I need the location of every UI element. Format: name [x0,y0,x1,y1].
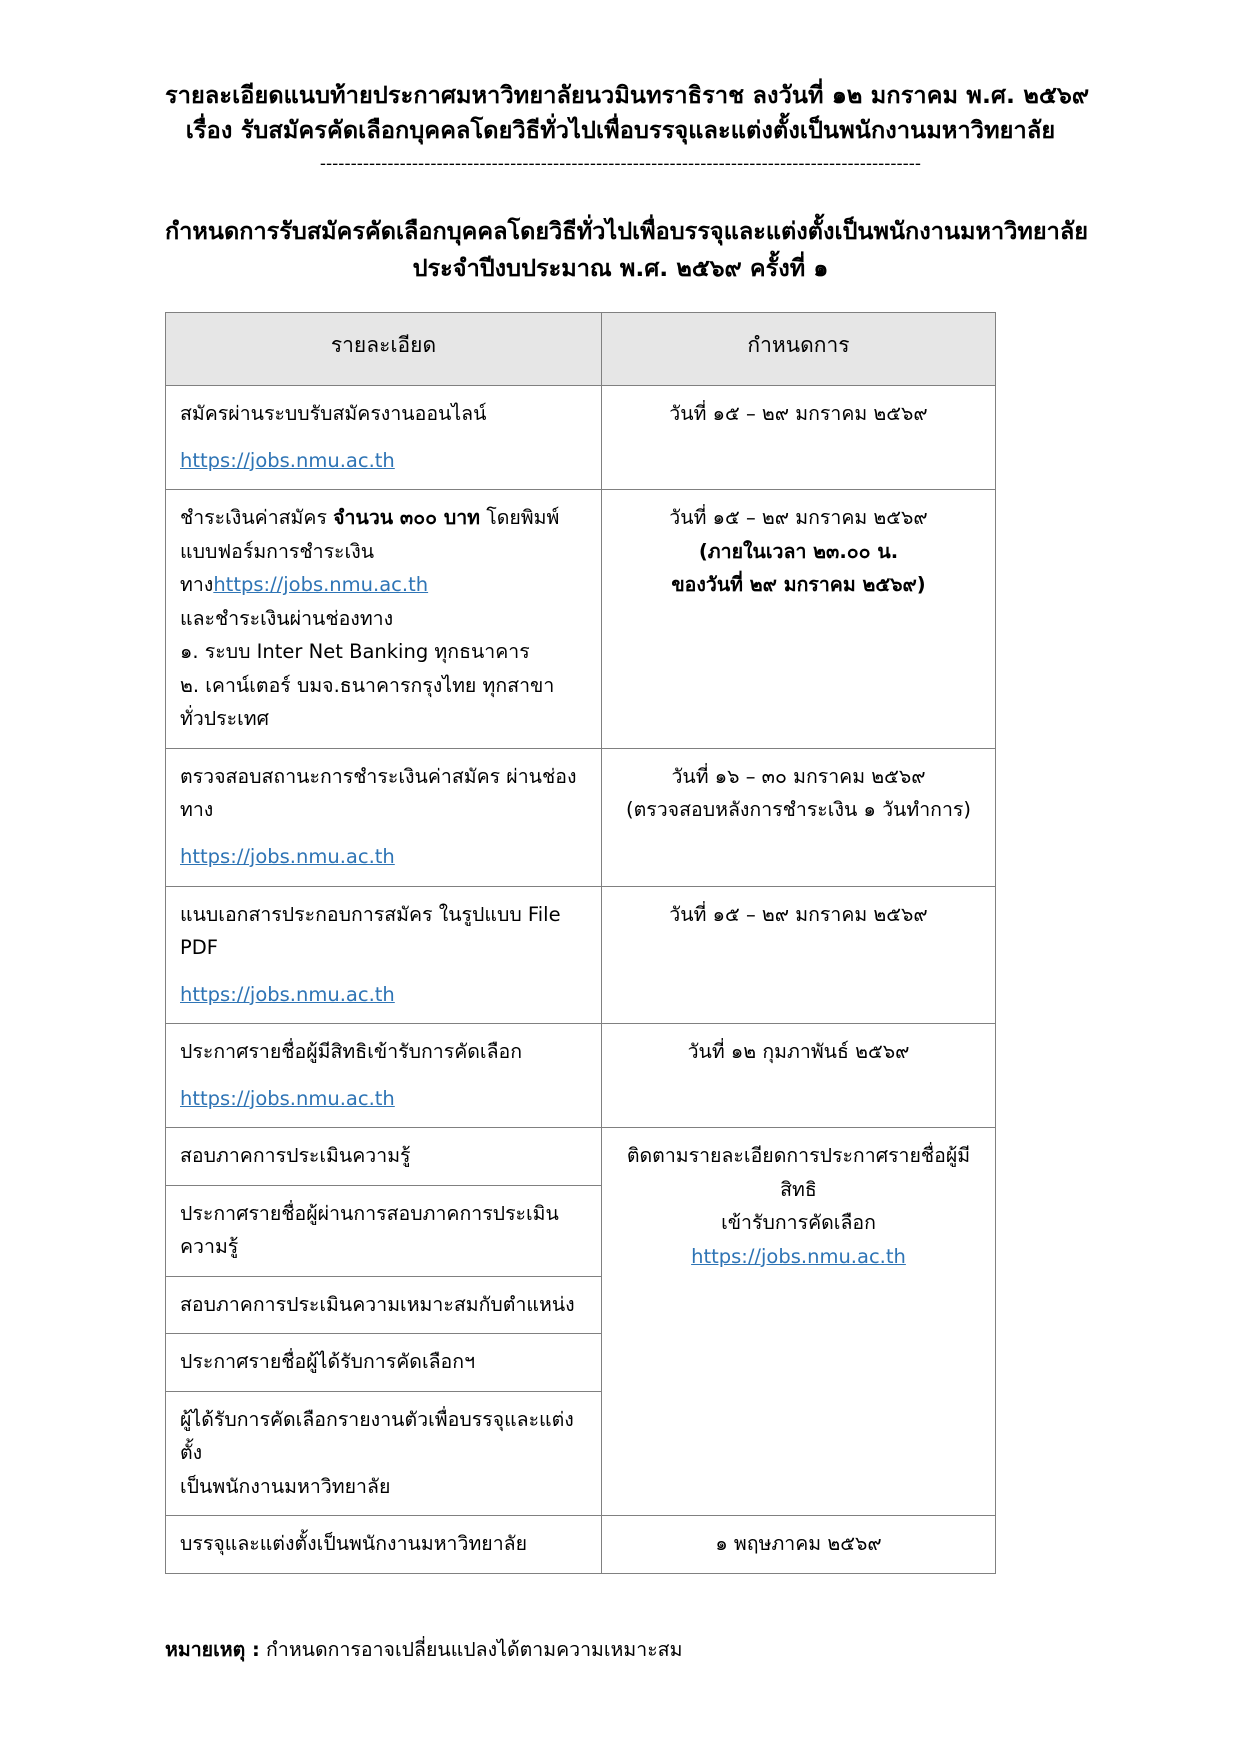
date-cell-check-payment [602,748,996,886]
date-text: วันที่ ๑๖ – ๓๐ มกราคม ๒๕๖๙ [671,764,926,788]
header-line-1: รายละเอียดแนบท้ายประกาศมหาวิทยาลัยนวมินทราธิราช ลงวันที่ ๑๒ มกราคม พ.ศ. ๒๕๖๙ [165,81,1090,109]
payment-amount-line [180,501,587,535]
detail-text: ประกาศรายชื่อผู้มีสิทธิเข้ารับการคัดเลือก [180,1040,523,1064]
deadline-time-line: (ภายในเวลา ๒๓.๐๐ น. [698,539,899,563]
payment-form-text: แบบฟอร์มการชำระเงิน ทาง [180,539,375,597]
date-text: วันที่ ๑๕ – ๒๙ มกราคม ๒๕๖๙ [669,506,928,530]
header-divider: -------------------------------------------------------------------------------------------------- [319,154,922,174]
subtitle-line-2: ประจำปีงบประมาณ พ.ศ. ๒๕๖๙ ครั้งที่ ๑ [412,253,829,282]
detail-cell-payment [166,490,602,749]
jobs-portal-link[interactable]: https://jobs.nmu.ac.th [213,573,429,597]
table-header-row [166,313,996,386]
column-header-detail: รายละเอียด [166,313,602,386]
detail-cell-appointment: บรรจุและแต่งตั้งเป็นพนักงานมหาวิทยาลัย [166,1516,602,1574]
date-cell-attach-documents [602,886,996,1024]
detail-cell-announce-eligible [166,1024,602,1128]
footnote-text: กำหนดการอาจเปลี่ยนแปลงได้ตามความเหมาะสม [259,1637,683,1661]
table-row [166,1516,996,1574]
date-note: (ตรวจสอบหลังการชำระเงิน ๑ วันทำการ) [625,798,971,822]
detail-cell-check-payment [166,748,602,886]
follow-announcement-line-2 [616,1206,981,1273]
jobs-portal-link[interactable]: https://jobs.nmu.ac.th [180,982,395,1006]
deadline-date-line: ของวันที่ ๒๙ มกราคม ๒๕๖๙) [671,573,926,597]
date-text: วันที่ ๑๒ กุมภาพันธ์ ๒๕๖๙ [687,1040,910,1064]
detail-cell-report-for-duty [166,1391,602,1516]
detail-cell-knowledge-exam: สอบภาคการประเมินความรู้ [166,1128,602,1186]
follow-announcement-line-1: ติดตามรายละเอียดการประกาศรายชื่อผู้มีสิทธิ [626,1144,971,1201]
column-header-schedule: กำหนดการ [602,313,996,386]
table-row [166,748,996,886]
payment-text-suffix: โดยพิมพ์ [480,506,560,530]
table-row [166,386,996,490]
date-text: วันที่ ๑๕ – ๒๙ มกราคม ๒๕๖๙ [669,402,928,426]
payment-channel-item-2: ๒. เคาน์เตอร์ บมจ.ธนาคารกรุงไทย ทุกสาขา [180,673,555,697]
jobs-portal-link[interactable]: https://jobs.nmu.ac.th [180,844,395,868]
payment-channel-item-1: ๑. ระบบ Inter Net Banking ทุกธนาคาร [180,640,530,664]
payment-text-prefix: ชำระเงินค่าสมัคร [180,506,334,530]
footnote [165,1634,1076,1665]
date-cell-apply-online [602,386,996,490]
payment-form-line [180,535,587,602]
footnote-label: หมายเหตุ : [165,1637,260,1661]
detail-cell-suitability-exam: สอบภาคการประเมินความเหมาะสมกับตำแหน่ง [166,1276,602,1334]
table-row [166,1024,996,1128]
detail-cell-knowledge-exam-results: ประกาศรายชื่อผู้ผ่านการสอบภาคการประเมินความรู้ [166,1185,602,1276]
detail-text: ตรวจสอบสถานะการชำระเงินค่าสมัคร ผ่านช่องทาง [180,764,577,822]
report-line-2: เป็นพนักงานมหาวิทยาลัย [180,1474,391,1498]
table-row [166,886,996,1024]
subtitle-line-1: กำหนดการรับสมัครคัดเลือกบุคคลโดยวิธีทั่วไปเพื่อบรรจุและแต่งตั้งเป็นพนักงานมหาวิทยาลัย [165,217,1089,246]
payment-amount: จำนวน ๓๐๐ บาท [333,506,481,530]
detail-text: สมัครผ่านระบบรับสมัครงานออนไลน์ [180,402,487,426]
table-row [166,490,996,749]
schedule-table [165,312,996,1574]
detail-cell-attach-documents [166,886,602,1024]
date-cell-follow-announcement [602,1128,996,1516]
document-header [165,78,1090,174]
detail-cell-apply-online [166,386,602,490]
report-line-1: ผู้ได้รับการคัดเลือกรายงานตัวเพื่อบรรจุและแต่งตั้ง [180,1407,574,1465]
jobs-portal-link[interactable]: https://jobs.nmu.ac.th [180,1086,395,1110]
detail-cell-selection-results: ประกาศรายชื่อผู้ได้รับการคัดเลือกฯ [166,1334,602,1392]
payment-channel-label: และชำระเงินผ่านช่องทาง [180,606,394,630]
document-subtitle [165,213,1089,286]
table-row [166,1128,996,1186]
header-line-2: เรื่อง รับสมัครคัดเลือกบุคคลโดยวิธีทั่วไปเพื่อบรรจุและแต่งตั้งเป็นพนักงานมหาวิทยาลัย [185,116,1056,145]
date-cell-announce-eligible [602,1024,996,1128]
detail-text: แนบเอกสารประกอบการสมัคร ในรูปแบบ File PDF [180,902,561,960]
payment-channel-item-2-cont: ทั่วประเทศ [180,707,270,731]
date-cell-appointment: ๑ พฤษภาคม ๒๕๖๙ [602,1516,996,1574]
jobs-portal-link[interactable]: https://jobs.nmu.ac.th [180,448,395,472]
jobs-portal-link[interactable]: https://jobs.nmu.ac.th [691,1244,906,1268]
date-cell-payment [602,490,996,749]
follow-announcement-prefix: เข้ารับการคัดเลือก [721,1211,876,1235]
date-text: วันที่ ๑๕ – ๒๙ มกราคม ๒๕๖๙ [669,902,928,926]
